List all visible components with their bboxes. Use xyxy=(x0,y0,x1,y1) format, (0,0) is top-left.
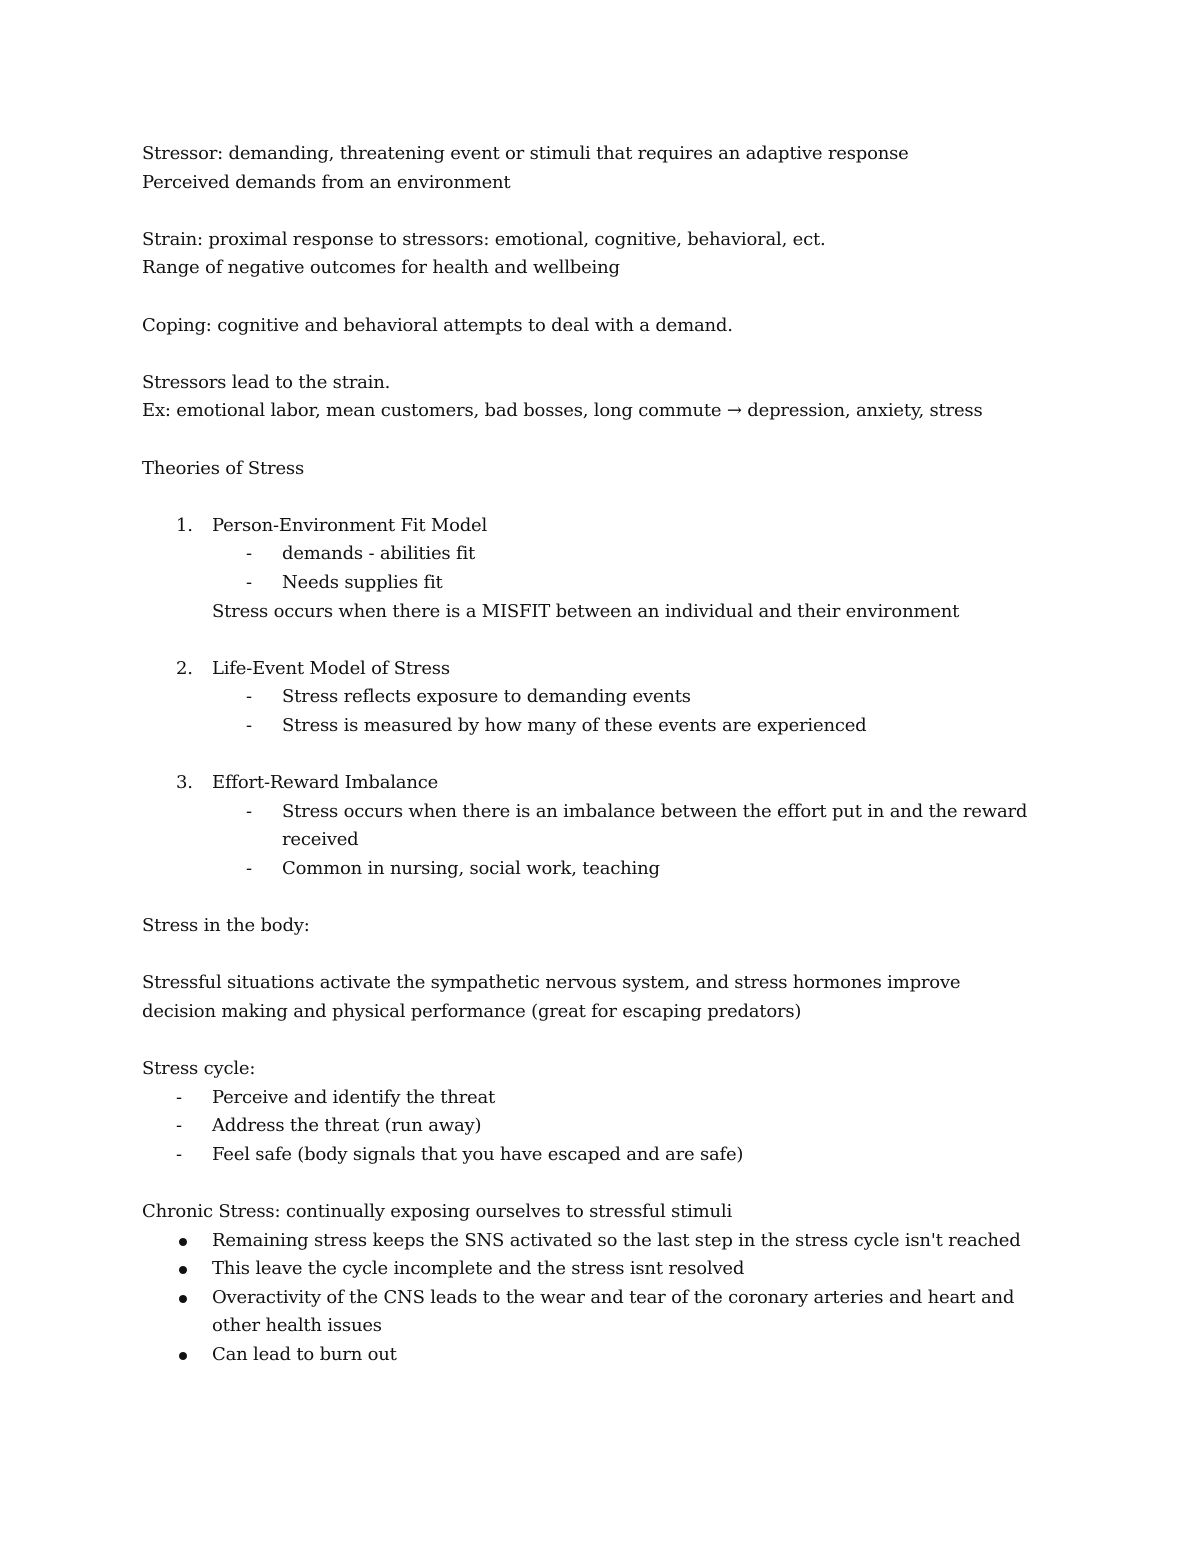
theory-item xyxy=(142,769,1042,798)
chronic-item xyxy=(142,1284,1042,1341)
theory-subitem-text: Needs supplies fit xyxy=(282,571,443,593)
theory-subitem xyxy=(142,798,1042,855)
theory-subitem-text: Common in nursing, social work, teaching xyxy=(282,857,660,879)
bullet-dot-icon xyxy=(179,1238,187,1246)
bullet-dot-icon xyxy=(179,1295,187,1303)
stressors-lead-statement: Stressors lead to the strain. xyxy=(142,371,391,393)
dash-marker: - xyxy=(246,686,252,708)
theory-subitem xyxy=(142,855,1042,884)
chronic-item-text: Overactivity of the CNS leads to the wear and tear of the coronary arteries and heart and other health issues xyxy=(212,1286,1015,1337)
dash-marker: - xyxy=(176,1115,182,1137)
theory-note: Stress occurs when there is a MISFIT between an individual and their environment xyxy=(212,600,960,622)
cycle-item xyxy=(142,1112,1042,1141)
document-body xyxy=(142,140,1042,1370)
dash-marker: - xyxy=(246,857,252,879)
cycle-item-text: Address the threat (run away) xyxy=(212,1115,482,1137)
strain-note: Range of negative outcomes for health and wellbeing xyxy=(142,257,620,279)
theory-subitem xyxy=(142,712,1042,741)
theory-title: Effort-Reward Imbalance xyxy=(212,772,439,794)
stress-body-heading: Stress in the body: xyxy=(142,915,310,937)
stress-body-paragraph: Stressful situations activate the sympathetic nervous system, and stress hormones improve decision making and physical performance (great for escaping predators) xyxy=(142,972,961,1022)
cycle-item-text: Feel safe (body signals that you have escaped and are safe) xyxy=(212,1143,744,1165)
theory-subitem xyxy=(142,683,1042,712)
theory-subitem xyxy=(142,540,1042,569)
theory-subitem-text: Stress is measured by how many of these events are experienced xyxy=(282,714,867,736)
stressor-note: Perceived demands from an environment xyxy=(142,171,511,193)
bullet-dot-icon xyxy=(179,1352,187,1360)
theory-item xyxy=(142,512,1042,541)
theory-subitem xyxy=(142,569,1042,598)
theory-item xyxy=(142,655,1042,684)
chronic-item-text: This leave the cycle incomplete and the stress isnt resolved xyxy=(212,1258,745,1280)
theory-subitem-text: demands - abilities fit xyxy=(282,543,476,565)
dash-marker: - xyxy=(246,571,252,593)
stress-cycle-heading: Stress cycle: xyxy=(142,1058,256,1079)
list-number: 3. xyxy=(176,772,193,794)
chronic-item xyxy=(142,1341,1042,1370)
dash-marker: - xyxy=(176,1143,182,1165)
chronic-stress-heading: Chronic Stress: continually exposing ourselves to stressful stimuli xyxy=(142,1200,733,1222)
theory-title: Person-Environment Fit Model xyxy=(212,514,488,536)
chronic-item-text: Remaining stress keeps the SNS activated so the last step in the stress cycle isn't reached xyxy=(212,1229,1021,1251)
bullet-dot-icon xyxy=(179,1266,187,1274)
list-number: 2. xyxy=(176,657,193,679)
coping-definition: Coping: cognitive and behavioral attempts to deal with a demand. xyxy=(142,314,733,336)
theory-subitem-text: Stress occurs when there is an imbalance between the effort put in and the reward received xyxy=(282,800,1028,851)
cycle-item-text: Perceive and identify the threat xyxy=(212,1086,496,1108)
theory-subitem-text: Stress reflects exposure to demanding events xyxy=(282,686,691,708)
dash-marker: - xyxy=(246,800,252,822)
theories-heading: Theories of Stress xyxy=(142,457,304,479)
list-number: 1. xyxy=(176,514,193,536)
strain-definition: Strain: proximal response to stressors: emotional, cognitive, behavioral, ect. xyxy=(142,228,826,250)
chronic-item xyxy=(142,1255,1042,1284)
dash-marker: - xyxy=(176,1086,182,1108)
cycle-item xyxy=(142,1084,1042,1113)
chronic-item-text: Can lead to burn out xyxy=(212,1343,397,1365)
example-line: Ex: emotional labor, mean customers, bad bosses, long commute → depression, anxiety, stress xyxy=(142,400,983,422)
theory-title: Life-Event Model of Stress xyxy=(212,657,450,679)
dash-marker: - xyxy=(246,714,252,736)
dash-marker: - xyxy=(246,543,252,565)
cycle-item xyxy=(142,1141,1042,1170)
chronic-item xyxy=(142,1227,1042,1256)
stressor-definition: Stressor: demanding, threatening event or stimuli that requires an adaptive response xyxy=(142,143,909,164)
